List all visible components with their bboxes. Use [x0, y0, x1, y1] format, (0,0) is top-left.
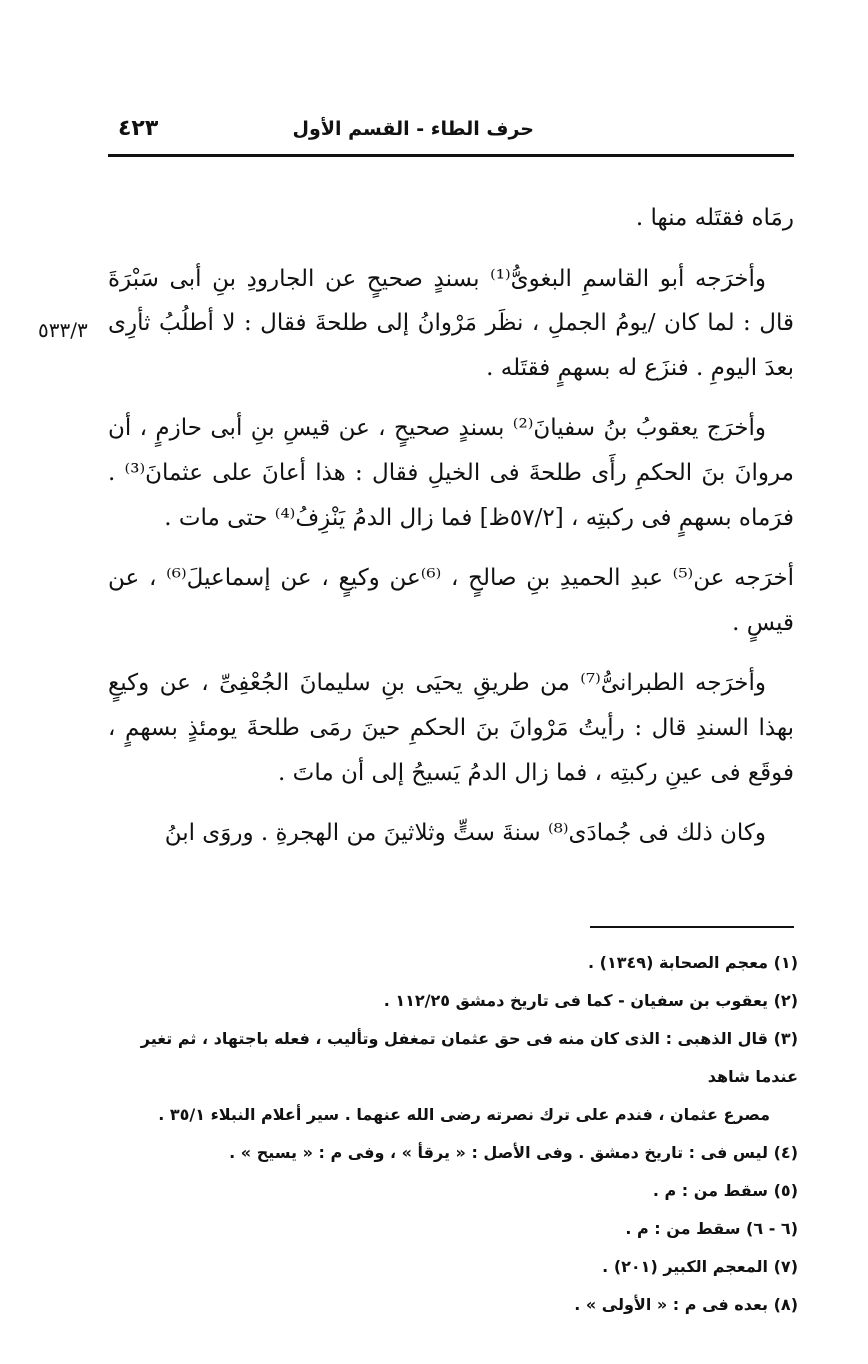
margin-reference: ٥٣٣/٣ — [38, 318, 88, 342]
footnote: (٨) بعده فى م : « الأولى » . — [574, 1295, 798, 1314]
main-text — [108, 196, 794, 872]
footnotes — [108, 944, 798, 1324]
footnote-rule — [590, 926, 794, 928]
header-rule — [108, 154, 794, 157]
footnote: (٦ - ٦) سقط من : م . — [625, 1219, 798, 1238]
paragraph: وأخرَج يعقوبُ بنُ سفيانَ⁽²⁾ بسندٍ صحيحٍ ، عن قيسِ بنِ أبى حازمٍ ، أن مروانَ بنَ الحكمِ رأَى طلحةَ فى الخيلِ فقال : هذا أعانَ على عثمانَ⁽³⁾ . فرَماه بسهمٍ فى ركبتِه ، [٥٧/٢ظ] فما زال الدمُ يَنْزِفُ⁽⁴⁾ حتى مات . — [108, 415, 794, 531]
footnote: (٧) المعجم الكبير (٢٠١) . — [602, 1257, 798, 1276]
footnote: (٤) ليس فى : تاريخ دمشق . وفى الأصل : « يرقأ » ، وفى م : « يسيح » . — [229, 1143, 798, 1162]
footnote: (٢) يعقوب بن سفيان - كما فى تاريخ دمشق ١١٢/٢٥ . — [383, 991, 798, 1010]
header-title: حرف الطاء - القسم الأول — [292, 118, 534, 140]
paragraph: رمَاه فقتَله منها . — [635, 205, 794, 231]
paragraph: وأخرَجه أبو القاسمِ البغوىُّ⁽¹⁾ بسندٍ صحيحٍ عن الجارودِ بنِ أبى سَبْرَةَ قال : لما كان /يومُ الجملِ ، نظَر مَرْوانُ إلى طلحةَ فقال : لا أطلُبُ ثأرِى بعدَ اليومِ . فنزَع له بسهمٍ فقتَله . — [108, 265, 794, 381]
footnote-continuation: مصرع عثمان ، فندم على ترك نصرته رضى الله عنهما . سير أعلام النبلاء ٣٥/١ . — [158, 1105, 770, 1124]
paragraph: أخرَجه عن⁽⁵⁾ عبدِ الحميدِ بنِ صالحٍ ، ⁽⁶⁾عن وكيعٍ ، عن إسماعيلَ⁽⁶⁾ ، عن قيسٍ . — [108, 565, 795, 636]
footnote: (٣) قال الذهبى : الذى كان منه فى حق عثمان تمغفل وتأليب ، فعله باجتهاد ، ثم تغير عندما شاهد — [140, 1029, 798, 1086]
paragraph: وكان ذلك فى جُمادَى⁽⁸⁾ سنةَ ستٍّ وثلاثينَ من الهجرةِ . وروَى ابنُ — [164, 820, 766, 847]
footnote: (٥) سقط من : م . — [652, 1181, 798, 1200]
footnote: (١) معجم الصحابة (١٣٤٩) . — [588, 953, 798, 972]
running-header — [108, 112, 794, 152]
page-number: ٤٢٣ — [118, 116, 159, 141]
paragraph: وأخرَجه الطبرانىُّ⁽⁷⁾ من طريقِ يحيَى بنِ سليمانَ الجُعْفِىِّ ، عن وكيعٍ بهذا السندِ قال : رأيتُ مَرْوانَ بنَ الحكمِ حينَ رمَى طلحةَ يومئذٍ بسهمٍ ، فوقَع فى عينِ ركبتِه ، فما زال الدمُ يَسيحُ إلى أن ماتَ . — [108, 670, 794, 786]
